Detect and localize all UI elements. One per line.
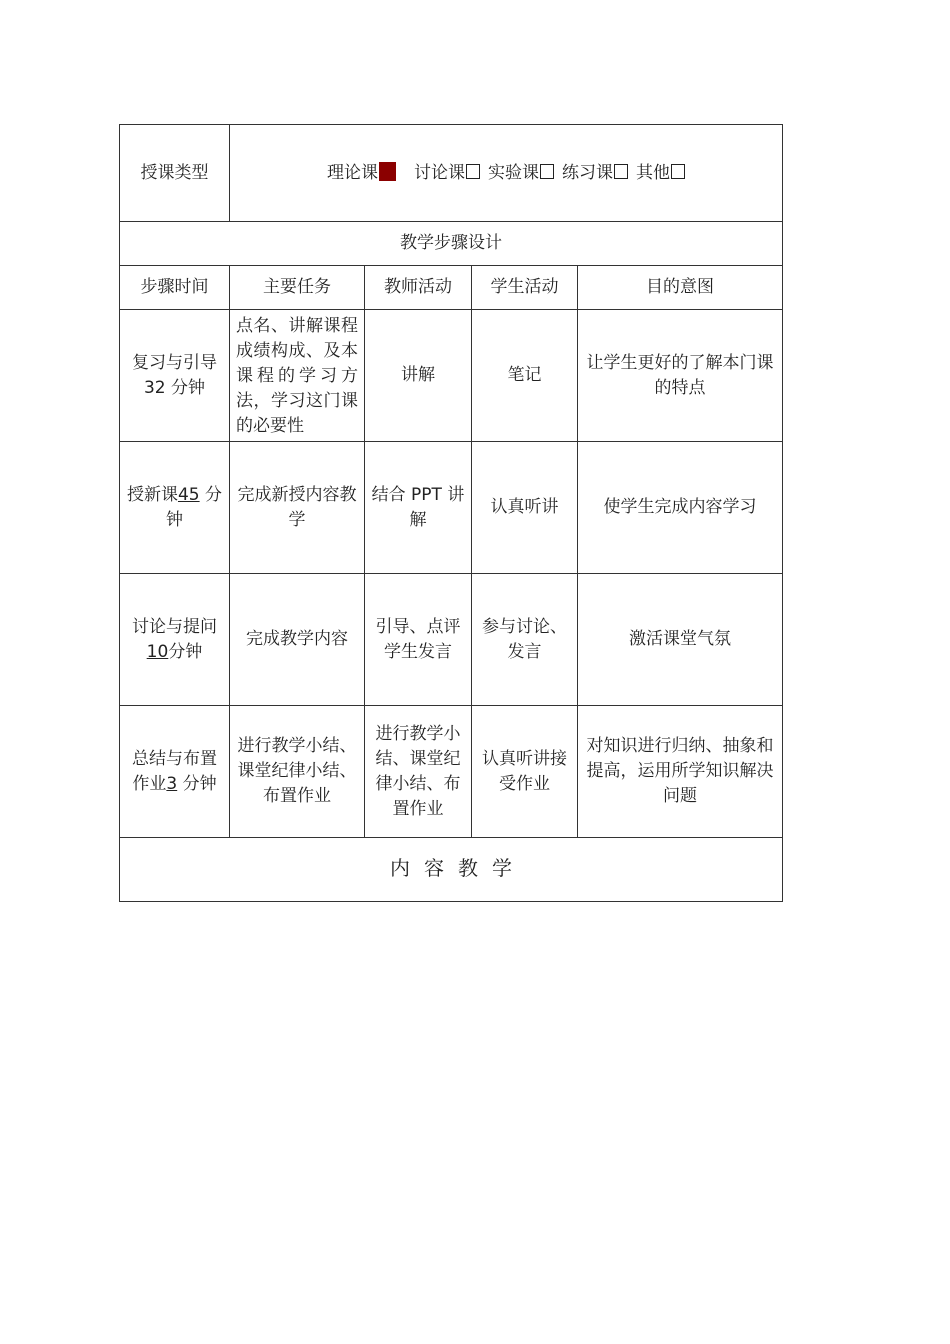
option-experiment[interactable] [488,161,554,186]
footer-title: 内容教学 [390,856,526,880]
step-time-value: 3 [166,773,178,794]
step-student: 参与讨论、发言 [472,574,578,706]
step-teacher: 讲解 [365,310,472,442]
header-task: 主要任务 [230,266,365,310]
option-practice-label: 练习课 [562,162,613,183]
course-type-label: 授课类型 [120,125,230,222]
option-other-label: 其他 [636,162,670,183]
option-theory[interactable] [327,161,396,186]
table-row [120,706,783,838]
checkbox-icon[interactable] [614,164,628,179]
step-time-value: 32 [143,377,166,398]
step-teacher: 结合 PPT 讲解 [365,442,472,574]
step-time-value: 10 [146,641,169,662]
step-task: 完成新授内容教学 [230,442,365,574]
section-title-row [120,222,783,266]
option-other[interactable] [636,161,685,186]
step-student: 笔记 [472,310,578,442]
header-student: 学生活动 [472,266,578,310]
checkbox-icon[interactable] [540,164,554,179]
step-time-label: 讨论与提问 [132,616,217,637]
step-purpose: 让学生更好的了解本门课的特点 [578,310,783,442]
step-purpose: 使学生完成内容学习 [578,442,783,574]
step-student: 认真听讲接受作业 [472,706,578,838]
option-discussion-label: 讨论课 [414,162,465,183]
step-task-text: 点名、讲解课程成绩构成、及本课程的学习方法，学习这门课的必要性 [236,315,358,436]
step-purpose: 激活课堂气氛 [578,574,783,706]
step-teacher: 进行教学小结、课堂纪律小结、布置作业 [365,706,472,838]
step-time-unit: 分钟 [182,773,217,794]
header-teacher: 教师活动 [365,266,472,310]
footer-row [120,838,783,902]
step-time-label: 授新课 [126,484,178,505]
step-teacher: 引导、点评学生发言 [365,574,472,706]
header-row [120,266,783,310]
step-task: 进行教学小结、课堂纪律小结、布置作业 [230,706,365,838]
table-row [120,442,783,574]
lesson-plan-table [119,124,783,902]
table-row [120,574,783,706]
step-time-unit: 分钟 [171,377,206,398]
step-task: 完成教学内容 [230,574,365,706]
section-title: 教学步骤设计 [120,222,783,266]
step-time-label: 复习与引导 [132,352,217,373]
step-task [230,310,365,442]
checkbox-icon[interactable] [466,164,480,179]
step-time-unit: 分钟 [166,484,223,530]
step-time [120,310,230,442]
checkbox-checked-icon[interactable] [379,162,396,181]
header-purpose: 目的意图 [578,266,783,310]
header-time: 步骤时间 [120,266,230,310]
step-time [120,574,230,706]
step-time-label: 总结与布置作业 [132,748,217,794]
step-purpose: 对知识进行归纳、抽象和提高，运用所学知识解决问题 [578,706,783,838]
option-theory-label: 理论课 [327,162,378,183]
course-type-row [120,125,783,222]
step-time-unit: 分钟 [168,641,203,662]
option-practice[interactable] [562,161,628,186]
option-experiment-label: 实验课 [488,162,539,183]
footer-cell [120,838,783,902]
checkbox-icon[interactable] [671,164,685,179]
option-discussion[interactable] [414,161,480,186]
step-student: 认真听讲 [472,442,578,574]
table-row [120,310,783,442]
step-time [120,442,230,574]
course-type-options [230,125,783,222]
step-time [120,706,230,838]
step-time-value: 45 [177,484,200,505]
